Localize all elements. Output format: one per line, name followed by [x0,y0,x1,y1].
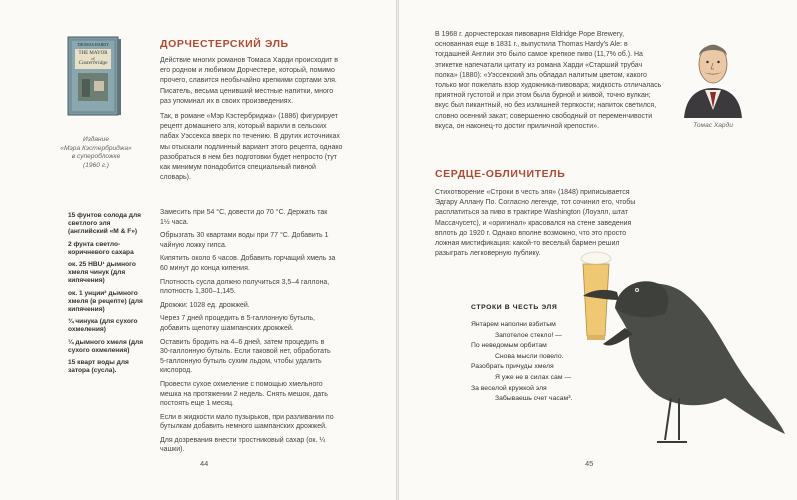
raven-with-beer-illustration [575,248,787,448]
recipe-step: Провести сухое охмеление с помощью хмельного мешка на протяжении 2 недель. Снять мешок, дать постоять еще 1 месяц. [160,380,328,408]
caption-line: в суперобложке [71,153,121,161]
ingredient-item: ок. 1 унции² дымного хмеля (в рецепте) (для кипячения) [68,289,143,314]
poem-line: За веселой кружкой эля [471,384,547,392]
ingredient-item: ок. 25 HBU¹ дымного хмеля чинук (для кипячения) [68,261,136,285]
recipe-step: Замесить при 54 °С, довести до 70 °С. Держать так 1½ часа. [160,209,328,226]
recipe-step: Плотность сусла должно получиться 3,5–4 галлона, плотность 1,300–1,145. [160,278,330,296]
section-heading: ДОРЧЕСТЕРСКИЙ ЭЛЬ [160,38,289,50]
book-caption [52,136,140,170]
right-page [399,0,797,500]
thomas-hardy-portrait [680,30,746,118]
recipe-steps [160,208,336,459]
poem-line: По неведомым орбитам [471,342,547,350]
poem-title: СТРОКИ В ЧЕСТЬ ЭЛЯ [471,304,558,311]
poem-line: Забываешь счет часам³. [495,395,573,403]
intro-paragraph: Так, в романе «Мэр Кэстербриджа» (1886) фигурирует рецепт домашнего эля, который варили в сельских пабах Уэссекса вверх по течению. В других источниках мы отыскали подлинный вариант этого рецепта, однако разобраться в нем без подготовки будет непросто (тут как минимум понадобится специальный пивной словарь). [160,113,343,182]
caption-line: Издание [83,136,109,143]
left-page [0,0,396,500]
cover-title-top: THE MAYOR [78,51,108,56]
poem-line: Разобрать причуды хмеля [471,363,554,371]
recipe-step: Кипятить около 6 часов. Добавить горчащий хмель за 60 минут до конца кипения. [160,255,336,272]
caption-line: (1960 г.) [83,161,109,169]
portrait-illustration [680,30,746,118]
cover-author: THOMAS HARDY [76,42,110,47]
ingredient-item: 15 кварт воды для затора (сусла). [68,359,129,375]
cover-title-of: of [91,56,95,61]
ingredient-item: ¾ чинука (для сухого охмеления) [68,318,138,334]
poem-line: Янтарем наполни взбитым [471,321,556,328]
intro-text: В 1968 г. дорчестерская пивоварня Eldridge Pope Brewery, основанная еще в 1831 г., выпустила Thomas Hardy's Ale: в тогдашней Англии это было самое крепкое пиво (11,7% об.). На этикетке напечатали цитату из романа Харди «Старший трубач полка» (1880): «Уэссекский эль обладал налитым цветом, какого только мог пожелать взор художника-пивовара; жидкость отличалась приятной густотой и при этом была бурной и живой, точно вулкан; вкус был пикантный, но без излишней терпкости; напиток светился, словно осенний закат; совершенно свободный от переменчивости вкуса, он наконец-то достиг приличной крепости». [435,31,662,130]
intro-paragraph: Действие многих романов Томаса Харди происходит в его родном и любимом Дорчестере, который, помимо прочего, славится необычайно крепкими сортами эля. Писатель, весьма ценивший местные напитки, много раз упоминал их в своих произведениях. [160,57,339,105]
recipe-step: Если в жидкости мало пузырьков, при разливании по бутылкам добавить немного шампанских дрожжей. [160,413,334,431]
recipe-step: Обрызгать 30 квартами воды при 77 °С. Добавить 1 чайную ложку гипса. [160,232,329,249]
page-number: 44 [200,459,209,468]
poem [471,320,595,405]
recipe-step: Оставить бродить на 4–6 дней, затем процедить в 30-галлонную бутыль. Если таковой нет, обработать 5-галлонную бутыль сухим льдом, чтобы удалить кислород. [160,338,331,375]
portrait-caption: Томас Харди [693,122,733,129]
page-number: 45 [585,459,594,468]
recipe-step: Для дозревания внести тростниковый сахар (ок. ¼ чашки). [160,436,326,454]
ingredient-item: ¼ дымного хмеля (для сухого охмеления) [68,338,144,354]
poem-line: Запотелое стекло! — [495,331,562,339]
ingredient-item: 2 фунта светло-коричневого сахара [68,240,134,256]
book-cover-image [66,35,122,117]
section-body: Стихотворение «Строки в честь эля» (1848) приписывается Эдгару Аллану По. Согласно легенде, тот сочинил его, чтобы расплатиться за пиво в трактире Washington (Лоуэлл, штат Массачусетс), и «оригинал» красовался на стене заведения вплоть до 1920 г. Однако вполне возможно, что это просто ложная мистификация: какой-то веселый бармен решил разыграть легковерную публику. [435,189,636,258]
cover-title-bottom: Casterbridge [78,60,108,66]
raven-drawing [575,248,787,448]
poem-line: Снова мысли повело. [495,352,564,360]
ingredients-list [68,212,148,379]
book-cover-graphic [66,35,122,117]
recipe-step: Через 7 дней процедить в 5-галлонную бутыль, добавить щепотку шампанских дрожжей. [160,315,315,332]
poem-line: Я уже не в силах сам — [495,373,572,381]
section-heading: СЕРДЦЕ-ОБЛИЧИТЕЛЬ [435,168,566,180]
caption-line: «Мэра Кэстербриджа» [60,144,132,152]
intro-text [160,56,346,188]
ingredient-item: 15 фунтов солода для светлого эля (английский «M & F») [68,212,142,236]
recipe-step: Дрожжи: 1028 ед. дрожжей. [160,301,250,309]
